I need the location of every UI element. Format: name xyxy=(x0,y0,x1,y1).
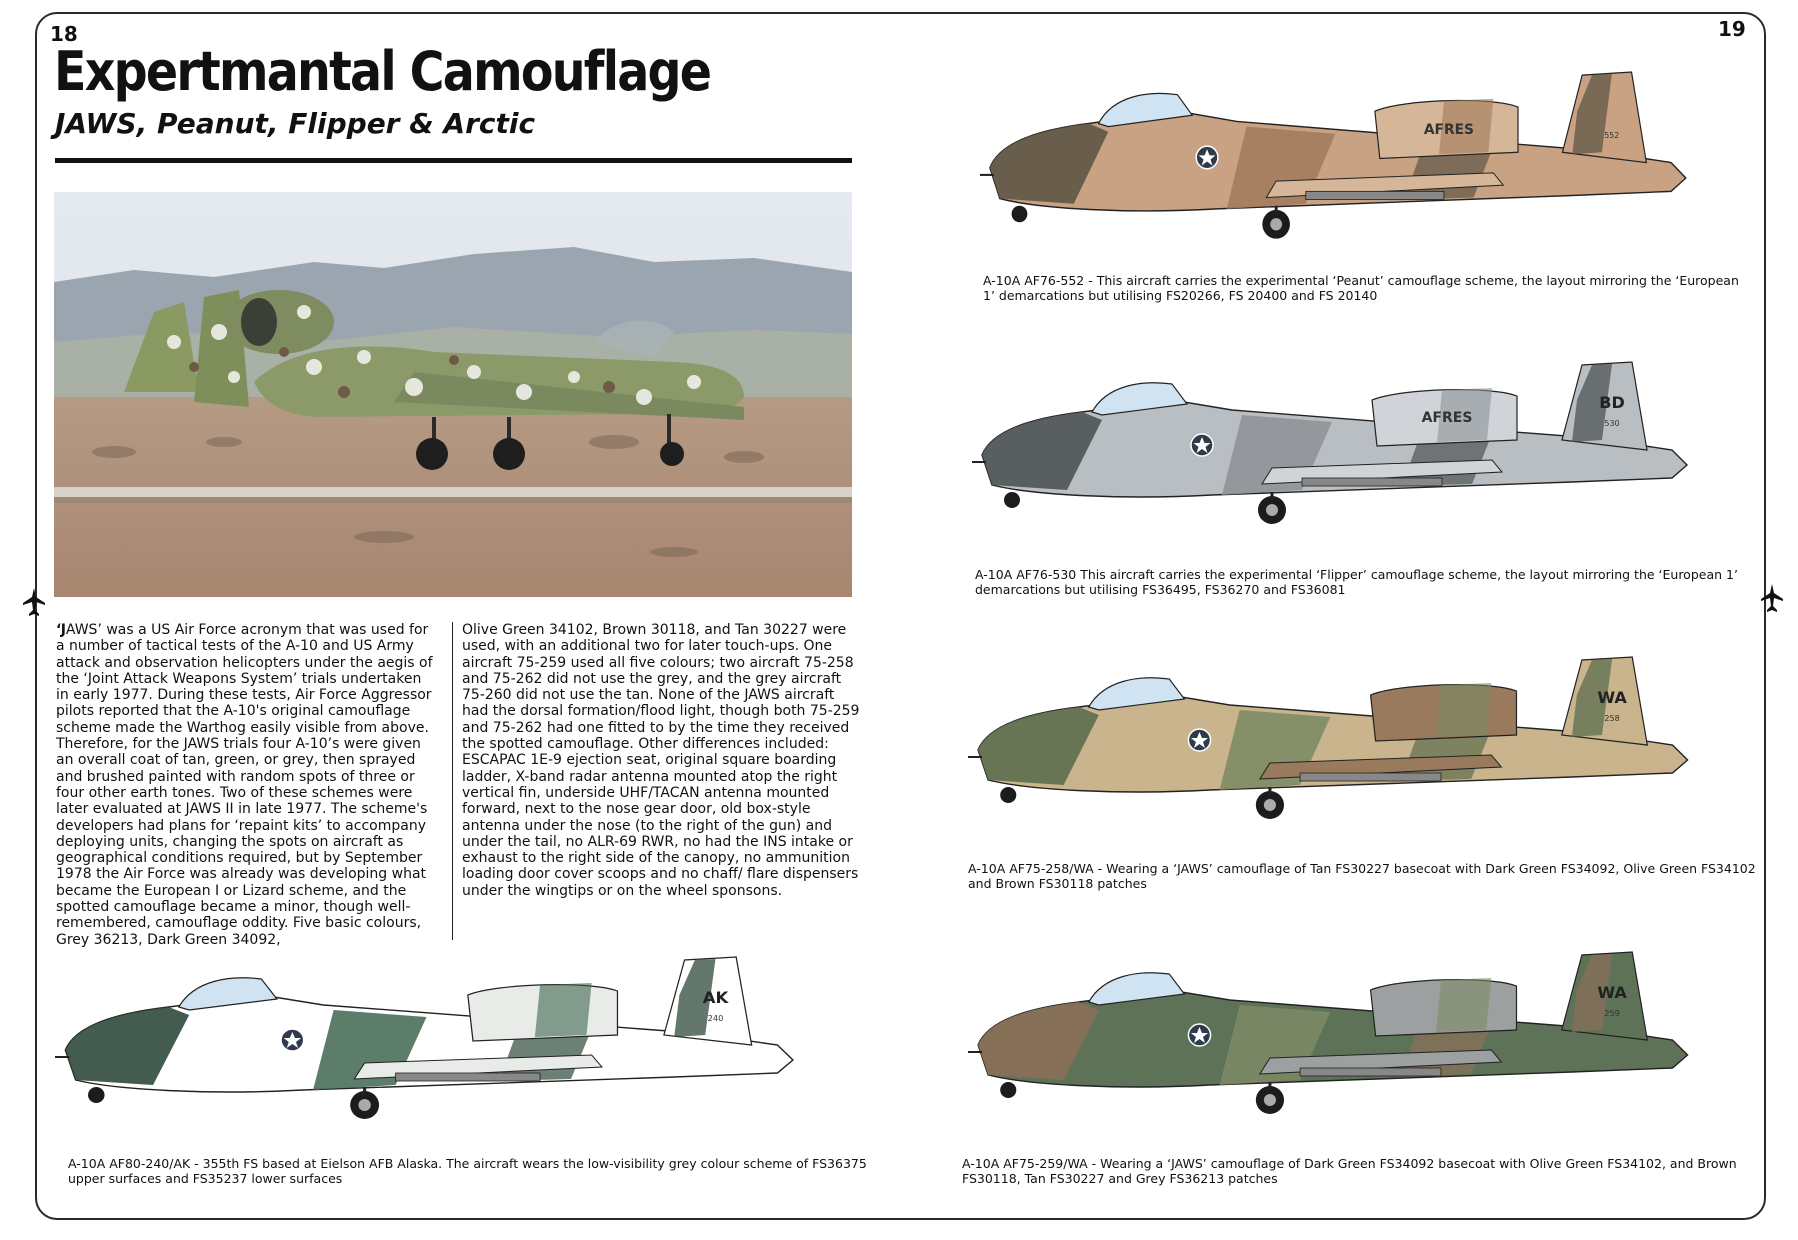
aircraft-profile-flipper xyxy=(972,360,1752,535)
wheel-hub xyxy=(1270,218,1282,230)
drop-cap: ‘J xyxy=(56,622,66,638)
nose-wheel xyxy=(1000,787,1016,803)
fin-marking: AFRES xyxy=(1421,410,1473,426)
weapon-pylon xyxy=(1300,1068,1441,1076)
fin-marking: AFRES xyxy=(1423,121,1474,138)
aircraft-photo xyxy=(54,192,852,597)
profile-caption: A-10A AF76-552 - This aircraft carries the experimental ‘Peanut’ camouflage scheme, the layout mirroring the ‘European 1’ demarcations but utilising FS20266, FS 20400 and FS 20140 xyxy=(983,273,1739,303)
aircraft-profile-peanut xyxy=(980,70,1750,250)
article-column-1 xyxy=(56,622,438,948)
wheel-hub xyxy=(1264,799,1276,811)
camo-patch xyxy=(1436,683,1491,737)
wheel-hub xyxy=(1266,504,1278,516)
aircraft-profile-jaws-258 xyxy=(968,655,1753,830)
tail-code: AK xyxy=(702,988,729,1007)
tail-code: BD xyxy=(1599,393,1625,412)
article-column-2: Olive Green 34102, Brown 30118, and Tan 30227 were used, with an additional two for later touch-ups. One aircraft 75-259 used all five colours; two aircraft 75-258 and 75-262 did not use the grey, and the grey aircraft 75-260 did not use the tan. None of the JAWS aircraft had the dorsal formation/flood light, though both 75-259 and 75-262 had one fitted to by the time they received the spotted camouflage. Other differences included: ESCAPAC 1E-9 ejection seat, original square boarding ladder, X-band radar antenna mounted atop the right vertical fin, underside UHF/TACAN antenna mounted forward, next to the nose gear door, old box-style antenna under the nose (to the right of the gun) and under the tail, no ALR-69 RWR, no had the INS intake or exhaust to the right side of the canopy, no ammunition loading door cover scoops and no chaff/ flare dispensers under the wingtips or on the wheel sponsons. xyxy=(462,622,860,899)
camo-patch xyxy=(535,983,592,1037)
page-number-left: 18 xyxy=(50,22,78,46)
tail-serial: 240 xyxy=(707,1013,724,1023)
weapon-pylon xyxy=(1302,478,1442,486)
tail-code: WA xyxy=(1597,688,1627,707)
jet-silhouette-icon xyxy=(1761,584,1783,612)
tail-serial: 258 xyxy=(1604,714,1620,723)
page-title: Expertmantal Camouflage xyxy=(54,40,711,103)
page-subtitle: JAWS, Peanut, Flipper & Arctic xyxy=(55,107,536,140)
profile-caption: A-10A AF75-258/WA - Wearing a ‘JAWS’ camouflage of Tan FS30227 basecoat with Dark Green FS34092, Olive Green FS34102 and Brown FS30118 patches xyxy=(968,861,1756,891)
weapon-pylon xyxy=(396,1073,540,1081)
aircraft-profile-jaws-259 xyxy=(968,950,1753,1125)
weapon-pylon xyxy=(1306,191,1444,199)
profile-caption: A-10A AF80-240/AK - 355th FS based at Eielson AFB Alaska. The aircraft wears the low-visibility grey colour scheme of FS36375 upper surfaces and FS35237 lower surfaces xyxy=(68,1156,867,1186)
camo-patch xyxy=(1436,978,1491,1032)
wheel-hub xyxy=(1264,1094,1276,1106)
nose-wheel xyxy=(1004,492,1020,508)
nose-wheel xyxy=(88,1087,105,1103)
tail-code: WA xyxy=(1597,983,1627,1002)
article-text-1: AWS’ was a US Air Force acronym that was used for a number of tactical tests of the A-10 and US Army attack and observation helicopters under the aegis of the ‘Joint Attack Weapons System’ trials undertaken in early 1977. During these tests, Air Force Aggressor pilots reported that the A-10's original camouflage scheme made the Warthog easily visible from above. Therefore, for the JAWS trials four A-10’s were given an overall coat of tan, green, or grey, then sprayed and brushed painted with random spots of three or four other earth tones. Two of these schemes were later evaluated at JAWS II in late 1977. The scheme's developers had plans for ‘repaint kits’ to accompany deploying units, changing the spots on aircraft as geographical conditions required, but by September 1978 the Air Force was already was developing what became the European I or Lizard scheme, and the spotted camouflage became a minor, though well- remembered, camouflage oddity. Five basic colours, Grey 36213, Dark Green 34092, xyxy=(56,622,433,948)
nose-wheel xyxy=(1000,1082,1016,1098)
column-divider xyxy=(452,622,453,940)
profile-caption: A-10A AF76-530 This aircraft carries the experimental ‘Flipper’ camouflage scheme, the layout mirroring the ‘European 1’ demarcations but utilising FS36495, FS36270 and FS36081 xyxy=(975,567,1738,597)
aircraft-profile-arctic xyxy=(55,955,860,1130)
nose-wheel xyxy=(1012,206,1028,222)
tail-serial: 552 xyxy=(1604,130,1620,140)
tail-serial: 530 xyxy=(1604,419,1620,428)
weapon-pylon xyxy=(1300,773,1441,781)
jet-silhouette-icon xyxy=(23,588,45,616)
page-number-right: 19 xyxy=(1718,17,1746,41)
tail-serial: 259 xyxy=(1604,1009,1620,1018)
wheel-hub xyxy=(358,1099,370,1111)
title-rule xyxy=(55,158,852,163)
profile-caption: A-10A AF75-259/WA - Wearing a ‘JAWS’ camouflage of Dark Green FS34092 basecoat with Olive Green FS34102, and Brown FS30118, Tan FS30227 and Grey FS36213 patches xyxy=(962,1156,1737,1186)
